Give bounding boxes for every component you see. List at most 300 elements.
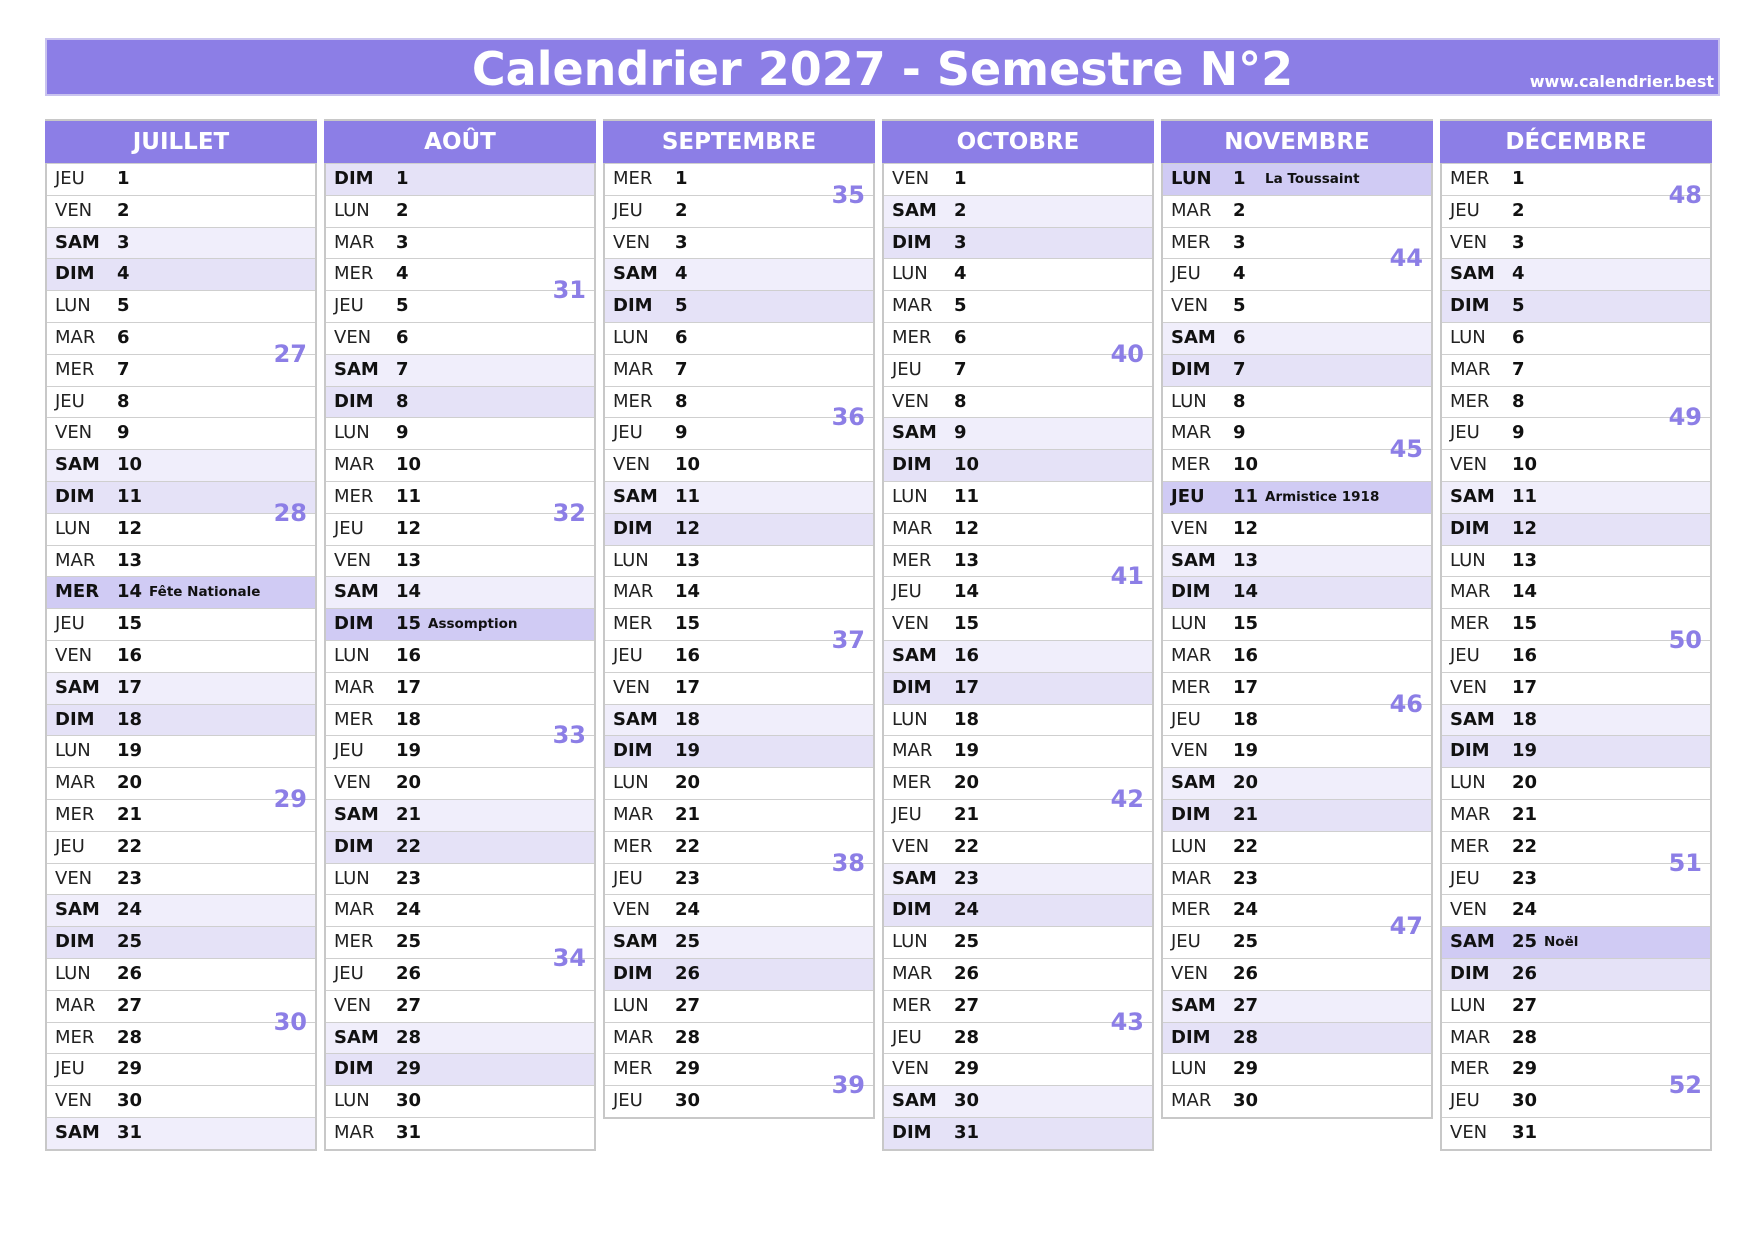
day-row: [884, 227, 1152, 259]
day-number: 11: [675, 485, 701, 507]
weekday-label: VEN: [892, 390, 930, 412]
day-number: 6: [954, 326, 967, 348]
day-row: [884, 1117, 1152, 1149]
weekday-label: MER: [892, 326, 932, 348]
month-column: [1161, 119, 1433, 1119]
page-title: Calendrier 2027 - Semestre N°2: [471, 42, 1294, 96]
day-number: 23: [1512, 867, 1538, 889]
day-number: 9: [675, 422, 688, 444]
day-row: [605, 576, 873, 608]
day-row: [605, 625, 873, 672]
day-number: 3: [1233, 231, 1246, 253]
day-number: 19: [954, 740, 980, 762]
weekday-label: MER: [55, 581, 100, 603]
week-number: 34: [552, 943, 586, 972]
day-number: 29: [954, 1058, 980, 1080]
day-row: [1442, 1071, 1710, 1117]
day-number: 19: [675, 740, 701, 762]
day-row: [326, 640, 594, 672]
day-number: 29: [1512, 1058, 1538, 1080]
day-row: [605, 545, 873, 577]
day-number: 3: [1512, 231, 1525, 253]
week-number: 43: [1110, 1007, 1144, 1036]
day-number: 13: [1512, 549, 1538, 571]
weekday-label: VEN: [1171, 962, 1209, 984]
weekday-label: DIM: [613, 295, 653, 317]
week-number: 35: [831, 180, 865, 209]
day-number: 5: [1512, 295, 1525, 317]
day-row: [326, 831, 594, 863]
weekday-label: SAM: [1171, 994, 1216, 1016]
day-number: 6: [1233, 326, 1246, 348]
weekday-label: JEU: [613, 867, 643, 889]
day-row: [47, 1053, 315, 1085]
day-row: [326, 721, 594, 767]
day-number: 28: [396, 1026, 422, 1048]
weekday-label: SAM: [1450, 485, 1495, 507]
day-row: [326, 1117, 594, 1149]
day-row: [605, 894, 873, 926]
day-number: 11: [396, 485, 422, 507]
day-row: [1442, 990, 1710, 1022]
day-row: [605, 990, 873, 1022]
calendar-title-bar: [45, 38, 1720, 96]
day-row: [884, 672, 1152, 704]
week-number: 36: [831, 403, 865, 432]
weekday-label: JEU: [334, 295, 364, 317]
day-row: [47, 894, 315, 926]
weekday-label: JEU: [1171, 263, 1201, 285]
day-number: 14: [675, 581, 701, 603]
day-row: [47, 163, 315, 195]
day-row: [605, 926, 873, 958]
day-number: 17: [675, 676, 701, 698]
day-number: 21: [117, 803, 143, 825]
day-row: [1163, 195, 1431, 227]
weekday-label: LUN: [1171, 835, 1207, 857]
weekday-label: MER: [55, 1026, 95, 1048]
weekday-label: DIM: [892, 454, 932, 476]
day-number: 28: [954, 1026, 980, 1048]
website-label: www.calendrier.best: [1529, 72, 1714, 91]
day-row: [1163, 735, 1431, 767]
day-number: 14: [954, 581, 980, 603]
weekday-label: MER: [1171, 676, 1211, 698]
weekday-label: JEU: [55, 835, 85, 857]
day-row: [1442, 1117, 1710, 1149]
day-number: 1: [675, 168, 688, 189]
day-number: 1: [954, 168, 967, 189]
day-number: 15: [954, 613, 980, 635]
weekday-label: MER: [334, 485, 374, 507]
weekday-label: VEN: [892, 168, 930, 189]
day-number: 10: [1512, 454, 1538, 476]
weekday-label: MAR: [55, 549, 96, 571]
day-number: 19: [1233, 740, 1259, 762]
weekday-label: VEN: [892, 613, 930, 635]
day-number: 11: [954, 485, 980, 507]
weekday-label: MAR: [334, 1121, 375, 1143]
day-number: 9: [954, 422, 967, 444]
day-number: 2: [1512, 199, 1525, 221]
weekday-label: SAM: [892, 867, 937, 889]
day-row: [1163, 576, 1431, 608]
day-number: 12: [1233, 517, 1259, 539]
day-row: [1442, 180, 1710, 227]
day-row: [1163, 767, 1431, 799]
day-number: 5: [117, 295, 130, 317]
weekday-label: SAM: [334, 581, 379, 603]
day-number: 31: [396, 1121, 422, 1143]
day-number: 22: [1233, 835, 1259, 857]
day-row: [884, 163, 1152, 195]
day-number: 27: [1233, 994, 1259, 1016]
day-number: 1: [396, 168, 409, 189]
day-number: 27: [1512, 994, 1538, 1016]
day-row: [605, 322, 873, 354]
day-row: [326, 1085, 594, 1117]
weekday-label: JEU: [1171, 708, 1201, 730]
weekday-label: JEU: [55, 168, 85, 189]
day-row: [1163, 608, 1431, 640]
day-number: 3: [954, 231, 967, 253]
weekday-label: JEU: [55, 390, 85, 412]
week-number: 41: [1110, 562, 1144, 591]
weekday-label: SAM: [613, 485, 658, 507]
day-number: 8: [1233, 390, 1246, 412]
day-row: [1442, 545, 1710, 577]
day-row: [47, 339, 315, 386]
day-number: 30: [675, 1090, 701, 1112]
weekday-label: LUN: [1450, 326, 1486, 348]
day-number: 20: [675, 772, 701, 794]
day-number: 10: [954, 454, 980, 476]
weekday-label: SAM: [613, 708, 658, 730]
weekday-label: MAR: [613, 803, 654, 825]
day-row: [47, 576, 315, 608]
day-row: [47, 545, 315, 577]
day-row: [1163, 958, 1431, 990]
day-number: 5: [396, 295, 409, 317]
day-row: [1442, 513, 1710, 545]
day-row: [326, 608, 594, 640]
day-row: [605, 1022, 873, 1054]
weekday-label: MER: [1450, 835, 1490, 857]
day-number: 28: [1233, 1026, 1259, 1048]
weekday-label: SAM: [334, 1026, 379, 1048]
day-row: [326, 276, 594, 322]
day-row: [326, 672, 594, 704]
day-row: [326, 354, 594, 386]
day-row: [884, 195, 1152, 227]
weekday-label: MAR: [1450, 1026, 1491, 1048]
day-number: 20: [1512, 772, 1538, 794]
day-number: 8: [954, 390, 967, 412]
month-column: [1440, 119, 1712, 1151]
day-row: [1163, 1022, 1431, 1054]
weekday-label: MAR: [334, 899, 375, 921]
weekday-label: LUN: [892, 708, 928, 730]
day-number: 5: [1233, 295, 1246, 317]
day-number: 20: [117, 772, 143, 794]
week-number: 32: [552, 498, 586, 527]
weekday-label: MAR: [1171, 199, 1212, 221]
day-number: 24: [1512, 899, 1538, 921]
day-number: 31: [954, 1121, 980, 1143]
weekday-label: JEU: [1450, 199, 1480, 221]
weekday-label: SAM: [1171, 549, 1216, 571]
day-number: 16: [117, 644, 143, 666]
day-number: 30: [117, 1090, 143, 1112]
weekday-label: SAM: [55, 899, 100, 921]
weekday-label: LUN: [613, 772, 649, 794]
weekday-label: MAR: [55, 326, 96, 348]
day-number: 16: [954, 644, 980, 666]
day-row: [326, 1022, 594, 1054]
day-number: 8: [117, 390, 130, 412]
weekday-label: LUN: [1171, 613, 1207, 635]
weekday-label: MER: [334, 708, 374, 730]
day-number: 29: [675, 1058, 701, 1080]
day-row: [326, 990, 594, 1022]
day-row: [884, 704, 1152, 736]
week-number: 30: [273, 1007, 307, 1036]
day-number: 26: [1512, 962, 1538, 984]
day-number: 22: [675, 835, 701, 857]
weekday-label: LUN: [1171, 168, 1212, 189]
weekday-label: MAR: [613, 581, 654, 603]
weekday-label: LUN: [55, 962, 91, 984]
day-number: 3: [396, 231, 409, 253]
weekday-label: MER: [613, 835, 653, 857]
week-number: 39: [831, 1071, 865, 1100]
day-number: 27: [954, 994, 980, 1016]
day-number: 12: [396, 517, 422, 539]
day-number: 14: [1233, 581, 1259, 603]
day-number: 25: [1233, 931, 1259, 953]
day-row: [47, 1007, 315, 1054]
day-number: 7: [675, 358, 688, 380]
month-header: JUILLET: [45, 119, 317, 163]
day-row: [47, 417, 315, 449]
day-row: [1163, 990, 1431, 1022]
day-number: 24: [675, 899, 701, 921]
weekday-label: LUN: [334, 644, 370, 666]
day-row: [1163, 545, 1431, 577]
weekday-label: VEN: [334, 549, 372, 571]
weekday-label: VEN: [1171, 295, 1209, 317]
day-number: 10: [675, 454, 701, 476]
day-row: [1163, 863, 1431, 895]
weekday-label: MAR: [892, 962, 933, 984]
weekday-label: LUN: [1171, 1058, 1207, 1080]
day-row: [884, 481, 1152, 513]
weekday-label: DIM: [1171, 803, 1211, 825]
day-row: [884, 863, 1152, 895]
weekday-label: MER: [1450, 613, 1490, 635]
day-row: [884, 1053, 1152, 1085]
day-row: [1163, 163, 1431, 195]
day-number: 23: [396, 867, 422, 889]
weekday-label: MAR: [613, 1026, 654, 1048]
day-number: 2: [954, 199, 967, 221]
day-number: 24: [396, 899, 422, 921]
day-row: [326, 545, 594, 577]
day-number: 21: [954, 803, 980, 825]
month-header: NOVEMBRE: [1161, 119, 1433, 163]
day-row: [884, 640, 1152, 672]
day-number: 22: [1512, 835, 1538, 857]
day-row: [884, 449, 1152, 481]
weekday-label: SAM: [1450, 708, 1495, 730]
weekday-label: MER: [613, 390, 653, 412]
day-row: [1163, 290, 1431, 322]
day-row: [1442, 354, 1710, 386]
weekday-label: LUN: [334, 199, 370, 221]
month-header: AOÛT: [324, 119, 596, 163]
weekday-label: LUN: [334, 867, 370, 889]
day-row: [884, 562, 1152, 608]
weekday-label: MAR: [55, 994, 96, 1016]
day-number: 26: [1233, 962, 1259, 984]
day-number: 7: [117, 358, 130, 380]
day-row: [884, 926, 1152, 958]
weekday-label: SAM: [1171, 772, 1216, 794]
day-number: 13: [396, 549, 422, 571]
day-row: [884, 958, 1152, 990]
weekday-label: LUN: [334, 1090, 370, 1112]
day-number: 17: [117, 676, 143, 698]
week-number: 47: [1389, 912, 1423, 941]
day-number: 11: [1512, 485, 1538, 507]
weekday-label: VEN: [1171, 517, 1209, 539]
week-number: 51: [1668, 848, 1702, 877]
day-row: [605, 227, 873, 259]
weekday-label: DIM: [55, 931, 95, 953]
day-number: 18: [1512, 708, 1538, 730]
day-number: 19: [117, 740, 143, 762]
day-row: [1442, 704, 1710, 736]
day-number: 24: [117, 899, 143, 921]
day-row: [1442, 958, 1710, 990]
day-row: [884, 1085, 1152, 1117]
day-number: 25: [117, 931, 143, 953]
day-row: [884, 831, 1152, 863]
day-row: [47, 831, 315, 863]
weekday-label: VEN: [334, 326, 372, 348]
weekday-label: JEU: [55, 613, 85, 635]
day-row: [1442, 322, 1710, 354]
weekday-label: JEU: [892, 803, 922, 825]
day-row: [884, 735, 1152, 767]
day-number: 9: [117, 422, 130, 444]
weekday-label: JEU: [334, 962, 364, 984]
weekday-label: DIM: [334, 168, 374, 189]
day-row: [605, 449, 873, 481]
weekday-label: JEU: [613, 644, 643, 666]
day-number: 1: [117, 168, 130, 189]
weekday-label: LUN: [55, 740, 91, 762]
day-number: 13: [1233, 549, 1259, 571]
weekday-label: MAR: [334, 231, 375, 253]
holiday-label: Assomption: [428, 616, 518, 633]
day-row: [1442, 576, 1710, 608]
weekday-label: VEN: [55, 867, 93, 889]
day-number: 21: [675, 803, 701, 825]
weekday-label: LUN: [1450, 549, 1486, 571]
day-row: [47, 704, 315, 736]
day-row: [47, 195, 315, 227]
day-number: 28: [117, 1026, 143, 1048]
weekday-label: MAR: [892, 517, 933, 539]
day-row: [1442, 481, 1710, 513]
day-number: 3: [117, 231, 130, 253]
weekday-label: LUN: [892, 263, 928, 285]
weekday-label: DIM: [892, 1121, 932, 1143]
weekday-label: LUN: [892, 485, 928, 507]
weekday-label: MAR: [1171, 867, 1212, 889]
week-number: 42: [1110, 784, 1144, 813]
weekday-label: DIM: [1171, 581, 1211, 603]
day-row: [47, 926, 315, 958]
day-row: [326, 863, 594, 895]
day-row: [605, 735, 873, 767]
weekday-label: VEN: [1450, 454, 1488, 476]
day-row: [1442, 227, 1710, 259]
weekday-label: MER: [892, 994, 932, 1016]
day-row: [1163, 244, 1431, 290]
day-row: [1442, 1022, 1710, 1054]
day-number: 10: [396, 454, 422, 476]
day-number: 2: [117, 199, 130, 221]
weekday-label: DIM: [55, 263, 95, 285]
day-row: [47, 958, 315, 990]
weekday-label: JEU: [1171, 931, 1201, 953]
weekday-label: SAM: [892, 1090, 937, 1112]
day-number: 29: [117, 1058, 143, 1080]
month-column: [324, 119, 596, 1151]
weekday-label: MAR: [334, 454, 375, 476]
day-row: [1163, 912, 1431, 958]
weekday-label: DIM: [334, 1058, 374, 1080]
day-row: [1163, 1085, 1431, 1117]
weekday-label: VEN: [1450, 1121, 1488, 1143]
day-row: [326, 498, 594, 545]
day-number: 28: [675, 1026, 701, 1048]
weekday-label: DIM: [334, 613, 374, 635]
day-row: [1442, 258, 1710, 290]
weekday-label: MER: [613, 613, 653, 635]
day-row: [326, 894, 594, 926]
day-number: 6: [675, 326, 688, 348]
day-number: 5: [954, 295, 967, 317]
day-number: 11: [1233, 485, 1259, 507]
weekday-label: LUN: [613, 326, 649, 348]
weekday-label: VEN: [1450, 899, 1488, 921]
weekday-label: VEN: [334, 772, 372, 794]
day-row: [1163, 513, 1431, 545]
weekday-label: MAR: [1450, 581, 1491, 603]
weekday-label: VEN: [892, 1058, 930, 1080]
day-number: 6: [1512, 326, 1525, 348]
weekday-label: DIM: [334, 835, 374, 857]
day-row: [326, 576, 594, 608]
day-row: [605, 513, 873, 545]
weekday-label: LUN: [55, 295, 91, 317]
day-row: [1163, 831, 1431, 863]
weekday-label: JEU: [892, 358, 922, 380]
day-number: 14: [396, 581, 422, 603]
